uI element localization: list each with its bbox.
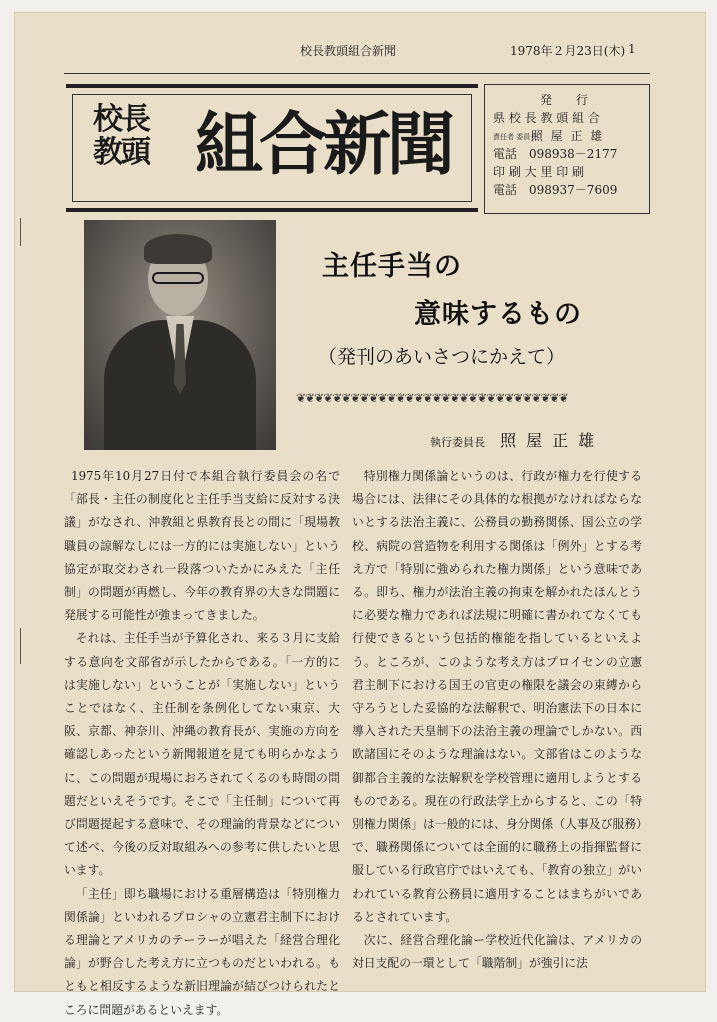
publisher-org: 県 校 長 教 頭 組 合 bbox=[493, 111, 600, 125]
paragraph: 次に、経営合理化論ー学校近代化論は、アメリカの対日支配の一環として「職階制」が強引に法 bbox=[352, 933, 642, 971]
publisher-role: 責任者 委員長 bbox=[493, 132, 538, 141]
publisher-box bbox=[484, 84, 650, 214]
publisher-chair bbox=[493, 127, 641, 145]
masthead-title: 組合新聞 bbox=[195, 105, 452, 185]
publisher-title: 発 行 bbox=[539, 93, 594, 107]
printer-name: 印 刷 大 里 印 刷 bbox=[493, 165, 585, 179]
masthead bbox=[66, 84, 478, 212]
article-title-line1: 主任手当の bbox=[322, 251, 462, 282]
author-portrait-photo bbox=[84, 220, 276, 450]
masthead-frame bbox=[72, 94, 472, 202]
article-title-line2: 意味するもの bbox=[414, 299, 582, 330]
paragraph: それは、主任手当が予算化され、来る３月に支給する意向を文部省が示したからである。「一方的には実施しない」ということが「実施しない」ということではなく、主任制を条例化してない東京、大阪、京都、神奈川、沖縄の教育長が、実施の方向を確認しあったという新聞報道を見ても明らかなように、この問題が現場におろされてくるのも時間の問題だといえそうです。そこで「主任制」について再び問題提起する意味で、その理論的背景などについて述べ、今後の反対取組みへの参考に供したいと思います。 bbox=[64, 631, 340, 878]
byline bbox=[430, 428, 604, 451]
byline-name: 照屋正雄 bbox=[500, 431, 605, 450]
paragraph: 「主任」即ち職場における重層構造は「特別権力関係論」といわれるプロシャの立憲君主制下における理論とアメリカのテーラーが唱えた「経営合理化論」が野合した考え方に立つものだといわれる。もともと相反するような新旧理論が結びつけられたところに問題があるといえます。 bbox=[64, 886, 340, 1017]
article-column-right bbox=[352, 465, 642, 975]
page-number: 1 bbox=[628, 42, 636, 56]
article-column-left bbox=[64, 465, 340, 1022]
running-header-title: 校長教頭組合新聞 bbox=[300, 44, 397, 58]
paragraph: 特別権力関係論というのは、行政が権力を行使する場合には、法律にその具体的な根拠がなければならないとする法治主義に、公務員の勤務関係、国公立の学校、病院の営造物を利用する関係は「例外」とする考え方で「特別に強められた権力関係」という意味である。即ち、権力が法治主義の拘束を解かれたほんとうに必要な権力であれば法規に明確に書かれてなくても行使できるという包括的権能を指しているといえよう。ところが、このような考え方はプロイセンの立憲君主制下における国王の官吏の権限を議会の束縛から守ろうとした妥協的な法解釈で、明治憲法下の日本に導入された天皇制下の法治主義の理論でしかない。西欧諸国にそのような理論はない。文部省はこのような御都合主義的な法解釈を学校管理に適用しようとするものである。現在の行政法学上からすると、この「特別権力関係」は一般的には、身分関係（人事及び服務）で、職務関係については全面的に職務上の指揮監督に服している行政官庁ではいえても、「教育の独立」がいわれている教育公務員に適用することはまちがいであるとされています。 bbox=[352, 469, 642, 924]
masthead-small-text: 校長 教頭 bbox=[93, 102, 149, 170]
header-rule bbox=[64, 73, 650, 74]
byline-role: 執行委員長 bbox=[430, 436, 485, 449]
ornamental-divider: ❦❦❦❦❦❦❦❦❦❦❦❦❦❦❦❦❦❦❦❦❦❦❦❦❦❦❦❦❦❦ bbox=[296, 391, 568, 405]
article-subtitle: （発刊のあいさつにかえて） bbox=[318, 346, 566, 368]
publisher-phone: 電話 098938－2177 bbox=[493, 147, 618, 161]
printer-phone: 電話 098937－7609 bbox=[493, 183, 618, 197]
publisher-name: 照 屋 正 雄 bbox=[530, 129, 605, 143]
running-header-date: 1978年２月23日(木) bbox=[510, 44, 626, 58]
paragraph: 1975年10月27日付で本組合執行委員会の名で「部長・主任の制度化と主任手当支給に反対する決議」がなされ、沖教組と県教育長との間に「現場教職員の諒解なしには一方的には実施しない」という協定が取交わされ一段落ついたかにみえた「主任制」の問題が再燃し、今年の教育界の大きな問題に発展する可能性が強まってきました。 bbox=[64, 469, 340, 623]
